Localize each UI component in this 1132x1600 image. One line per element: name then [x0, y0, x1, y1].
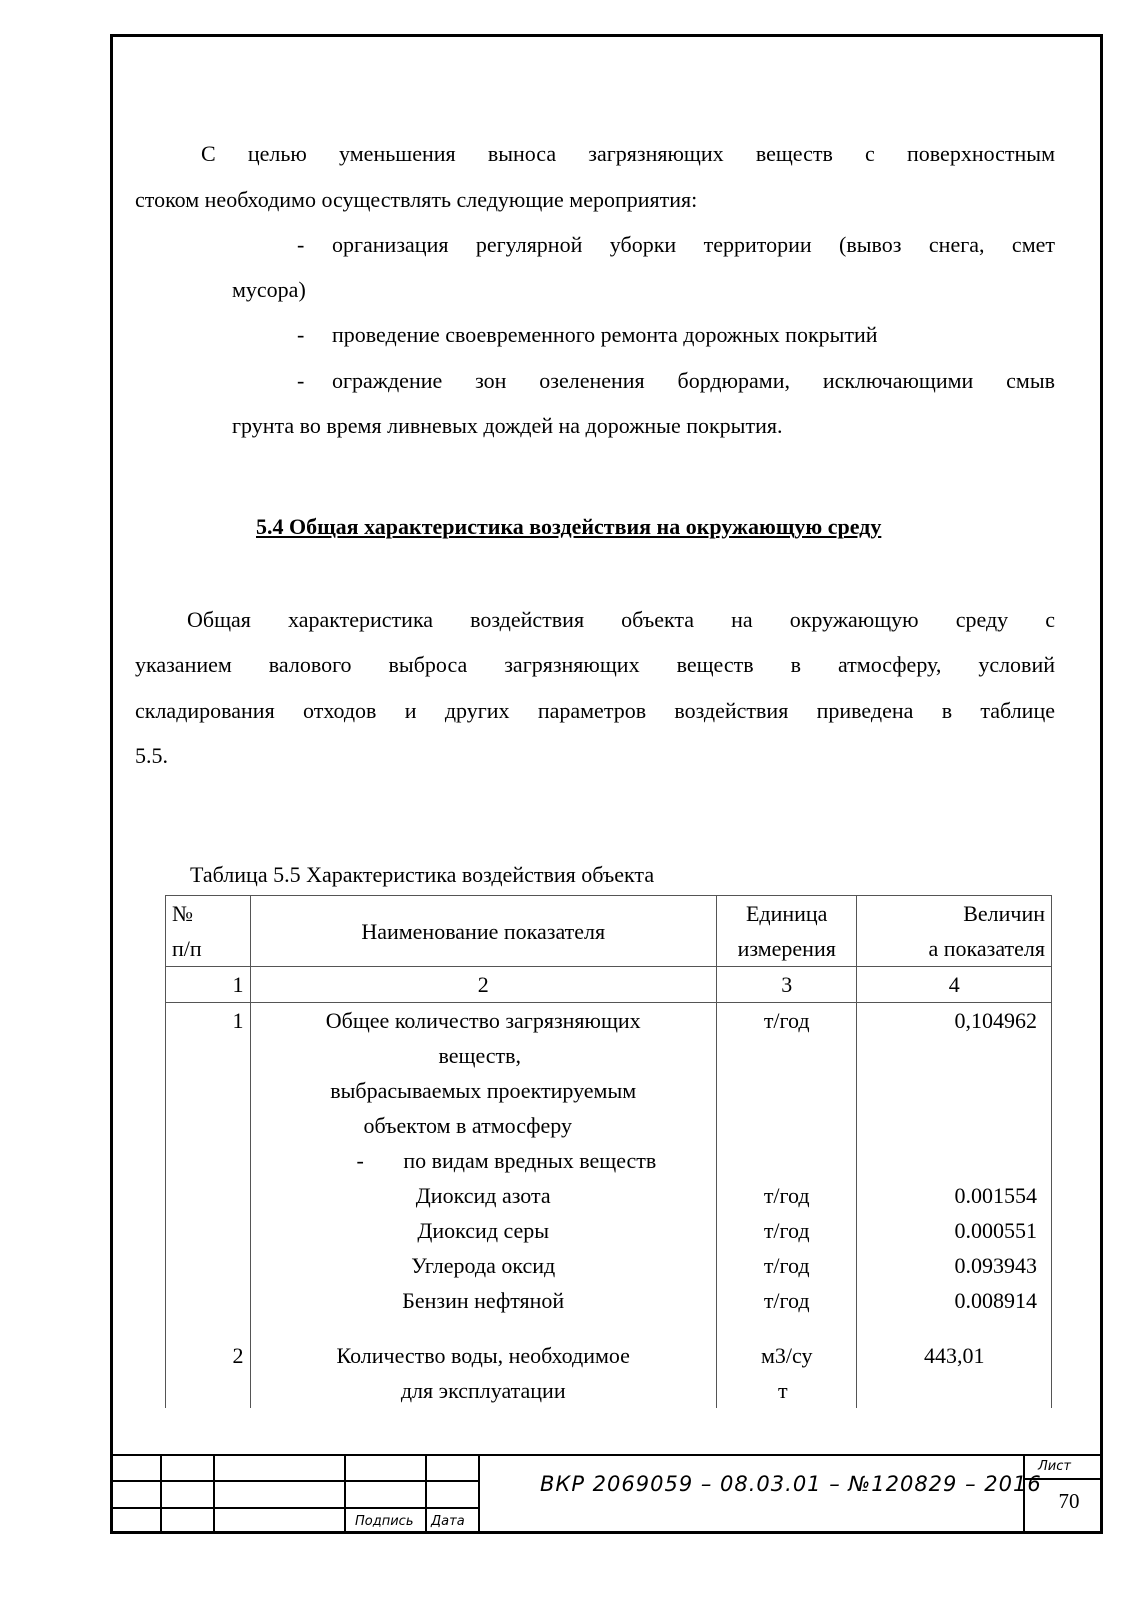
list-item-continuation: мусора): [232, 277, 306, 302]
table-row: [166, 1003, 1052, 1319]
unit-text: т/год: [763, 1253, 810, 1278]
header-cell: [250, 896, 716, 967]
section-heading: 5.4 Общая характеристика воздействия на окружающую среду: [256, 514, 882, 539]
section-line-1: Общая характеристика воздействия объекта на окружающую среду с: [187, 607, 1055, 632]
stamp-grid-line: [478, 1456, 480, 1534]
column-number: 2: [250, 967, 716, 1003]
intro-line-2: стоком необходимо осуществлять следующие мероприятия:: [135, 187, 698, 212]
header-text: Наименование показателя: [361, 918, 606, 944]
table-header-row: [166, 896, 1052, 967]
sheet-label: Лист: [1038, 1459, 1071, 1474]
unit-text: м3/су: [760, 1343, 813, 1368]
list-item: проведение своевременного ремонта дорожных покрытий: [332, 322, 878, 347]
row-value: [857, 1318, 1052, 1408]
intro-line-1: С целью уменьшения выноса загрязняющих веществ с поверхностным: [201, 141, 1055, 166]
list-item-continuation: грунта во время ливневых дождей на дорожные покрытия.: [232, 413, 783, 438]
pollutant-name: Бензин нефтяной: [402, 1288, 565, 1313]
signature-label: Подпись: [355, 1514, 414, 1529]
spacer: [723, 1038, 851, 1178]
stamp-grid-line: [160, 1456, 162, 1534]
spacer: [863, 1038, 1037, 1178]
date-label: Дата: [431, 1514, 465, 1529]
header-text: №: [172, 901, 193, 926]
name-line: для эксплуатации: [400, 1378, 566, 1403]
column-number: 4: [857, 967, 1052, 1003]
pollutant-name: Диоксид серы: [417, 1218, 550, 1243]
section-line-3: складирования отходов и других параметров воздействия приведена в таблице: [135, 698, 1055, 723]
sheet-number: 70: [1058, 1489, 1080, 1513]
row-unit: [716, 1003, 857, 1319]
header-text: п/п: [172, 936, 202, 961]
name-line: объектом в атмосферу: [363, 1113, 572, 1138]
row-name: [250, 1003, 716, 1319]
row-number: 1: [166, 1003, 251, 1319]
pollutant-name: Диоксид азота: [415, 1183, 551, 1208]
table-caption: Таблица 5.5 Характеристика воздействия объекта: [190, 862, 655, 887]
list-item: организация регулярной уборки территории (вывоз снега, смет: [332, 232, 1055, 257]
table-row: [166, 1318, 1052, 1408]
stamp-grid-line: [425, 1456, 427, 1534]
column-number-row: [166, 967, 1052, 1003]
row-unit: [716, 1318, 857, 1408]
row-name: [250, 1318, 716, 1408]
value-text: 0.001554: [954, 1183, 1037, 1208]
impact-table: [165, 895, 1052, 1408]
stamp-top-line: [110, 1454, 1103, 1456]
header-cell: [857, 896, 1052, 967]
sub-label: по видам вредных веществ: [403, 1148, 657, 1173]
header-text: а показателя: [928, 936, 1045, 961]
unit-text: т/год: [763, 1183, 810, 1208]
document-code: ВКР 2069059 – 08.03.01 – №120829 – 2016: [540, 1472, 1042, 1496]
list-dash: -: [297, 322, 305, 347]
column-number: 3: [716, 967, 857, 1003]
row-number: 2: [166, 1318, 251, 1408]
name-line: выбрасываемых проектируемым: [330, 1078, 637, 1103]
header-cell: [166, 896, 251, 967]
value-text: 0.008914: [954, 1288, 1037, 1313]
unit-text: т/год: [763, 1008, 810, 1033]
unit-text: т/год: [763, 1288, 810, 1313]
list-item: ограждение зон озеленения бордюрами, исключающими смыв: [332, 368, 1055, 393]
list-dash: -: [297, 232, 305, 257]
column-number: 1: [166, 967, 251, 1003]
name-line: Общее количество загрязняющих: [325, 1008, 641, 1033]
sub-heading: [257, 1143, 710, 1178]
value-text: 0.000551: [954, 1218, 1037, 1243]
list-dash: -: [297, 368, 305, 393]
sub-dash: -: [356, 1148, 364, 1173]
value-text: 443,01: [923, 1343, 985, 1368]
stamp-grid-line: [213, 1456, 215, 1534]
value-text: 0.093943: [954, 1253, 1037, 1278]
title-block: [110, 1456, 1103, 1534]
header-cell: [716, 896, 857, 967]
section-line-4: 5.5.: [135, 743, 168, 768]
unit-text: т: [777, 1378, 788, 1403]
pollutant-name: Углерода оксид: [411, 1253, 556, 1278]
name-line: веществ,: [438, 1043, 522, 1068]
stamp-grid-line: [344, 1456, 346, 1534]
header-text: Единица: [745, 901, 828, 926]
header-text: измерения: [737, 936, 836, 961]
section-line-2: указанием валового выброса загрязняющих веществ в атмосферу, условий: [135, 652, 1055, 677]
row-value: [857, 1003, 1052, 1319]
unit-text: т/год: [763, 1218, 810, 1243]
value-text: 0,104962: [954, 1008, 1037, 1033]
name-line: Количество воды, необходимое: [336, 1343, 630, 1368]
header-text: Величин: [963, 901, 1045, 926]
